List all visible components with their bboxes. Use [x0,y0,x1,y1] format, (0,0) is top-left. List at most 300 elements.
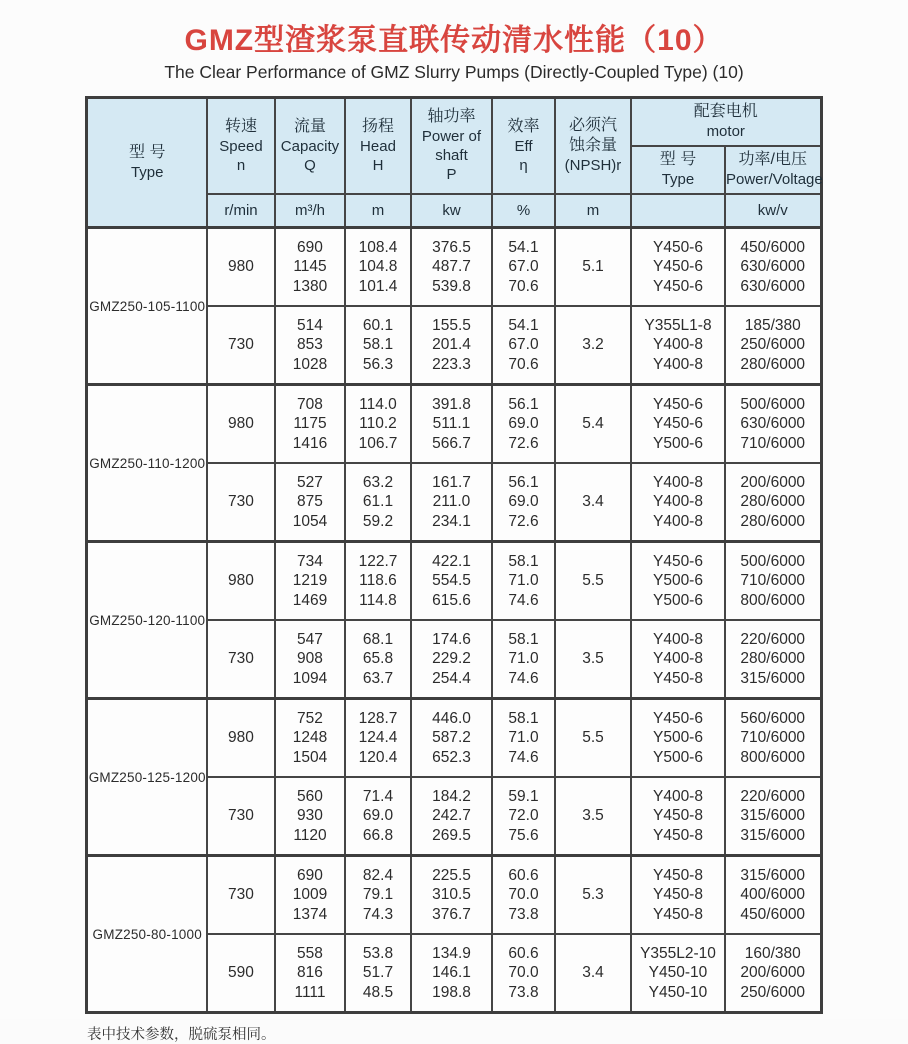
value-line: 315/6000 [740,866,806,884]
value-line: 280/6000 [740,650,806,668]
speed-cell [207,542,275,621]
value-line: 72.6 [508,434,539,452]
value-line: 68.1 [362,630,394,648]
value-line: 708 [297,395,323,413]
value-line: 73.8 [508,983,539,1001]
value-line: 185/380 [744,316,801,334]
power-voltage-cell [725,620,821,699]
value-line: Y450-8 [652,826,703,844]
header-label-symbol: P [446,166,457,184]
value-line: Y450-6 [652,258,703,276]
capacity-cell [275,934,345,1013]
col-header-speed [207,98,275,194]
speed-cell [207,934,275,1013]
value-line: 875 [297,493,323,511]
value-line: 1219 [292,572,328,590]
motor-type-cell [631,385,725,464]
value-line: Y450-6 [652,238,703,256]
motor-type-cell [631,777,725,856]
value-line: 730 [228,886,254,904]
value-line: 280/6000 [740,493,806,511]
value-line: 225.5 [432,866,471,884]
value-line: 511.1 [432,415,471,433]
npsh-cell [555,934,631,1013]
value-line: Y400-8 [652,512,703,530]
value-line: 60.6 [508,944,539,962]
value-line: 254.4 [432,669,471,687]
value-line: 5.3 [582,886,604,904]
capacity-cell [275,777,345,856]
value-line: 63.2 [362,473,394,491]
power-voltage-cell [725,385,821,464]
value-line: 630/6000 [740,258,806,276]
value-line: Y450-8 [652,669,703,687]
value-line: 79.1 [362,886,394,904]
value-line: 269.5 [432,826,471,844]
value-line: Y500-6 [652,572,703,590]
value-line: 730 [228,807,254,825]
value-line: Y400-8 [652,630,703,648]
eff-cell [492,777,555,856]
unit-head: m [345,194,411,228]
header-label-en: Capacity [280,137,340,155]
value-line: 560 [297,787,323,805]
value-line: 200/6000 [740,964,806,982]
value-line: 70.6 [508,277,539,295]
value-line: 1028 [292,355,328,373]
value-line: 184.2 [432,787,471,805]
value-line: 3.2 [582,336,604,354]
value-line: Y500-6 [652,748,703,766]
head-cell [345,228,411,307]
shaft-power-cell [411,228,492,307]
value-line: 74.6 [508,669,539,687]
head-cell [345,542,411,621]
col-header-motor-power [725,146,821,194]
value-line: Y400-8 [652,355,703,373]
shaft-power-cell [411,620,492,699]
value-line: 60.1 [362,316,394,334]
pump-model: GMZ250-80-1000 [87,856,207,1013]
col-header-motor-type [631,146,725,194]
value-line: 71.0 [508,650,539,668]
pump-model: GMZ250-105-1100 [87,228,207,385]
value-line: 1120 [293,826,327,844]
npsh-cell [555,306,631,385]
value-line: 5.5 [582,572,604,590]
value-line: 690 [297,866,323,884]
table-body [87,228,821,1013]
value-line: Y500-6 [652,729,703,747]
value-line: 53.8 [362,944,394,962]
motor-type-cell [631,463,725,542]
capacity-cell [275,228,345,307]
speed-cell [207,463,275,542]
table-header [87,98,821,228]
value-line: 710/6000 [740,729,806,747]
value-line: 69.0 [508,415,539,433]
value-line: 422.1 [432,552,471,570]
capacity-cell [275,856,345,935]
unit-capacity: m³/h [275,194,345,228]
header-label-en: Type [130,164,164,181]
data-row [87,385,821,464]
power-voltage-cell [725,934,821,1013]
value-line: 500/6000 [740,395,806,413]
npsh-cell [555,542,631,621]
value-line: 69.0 [362,807,394,825]
value-line: 58.1 [508,709,539,727]
value-line: 211.0 [432,493,471,511]
eff-cell [492,699,555,778]
head-cell [345,463,411,542]
value-line: 980 [228,258,254,276]
value-line: Y450-8 [652,886,703,904]
eff-cell [492,856,555,935]
power-voltage-cell [725,856,821,935]
value-line: 315/6000 [740,826,806,844]
speed-cell [207,777,275,856]
value-line: 51.7 [362,964,394,982]
value-line: 73.8 [508,905,539,923]
value-line: 1111 [294,983,326,1001]
value-line: 58.1 [508,552,539,570]
value-line: 54.1 [508,238,539,256]
header-label-en: Head [360,137,396,155]
value-line: 71.4 [362,787,394,805]
col-header-capacity [275,98,345,194]
speed-cell [207,228,275,307]
value-line: 800/6000 [740,591,806,609]
col-header-head [345,98,411,194]
value-line: 242.7 [432,807,471,825]
header-label-zh: 型 号 [129,144,166,161]
value-line: 161.7 [432,473,471,491]
shaft-power-cell [411,542,492,621]
eff-cell [492,385,555,464]
value-line: 3.4 [582,493,604,511]
value-line: 134.9 [432,944,471,962]
head-cell [345,306,411,385]
col-header-eff [492,98,555,194]
eff-cell [492,306,555,385]
header-label-en: Type [661,171,695,188]
speed-cell [207,385,275,464]
pump-model: GMZ250-125-1200 [87,699,207,856]
value-line: 198.8 [432,983,471,1001]
value-line: 82.4 [362,866,394,884]
pump-model: GMZ250-120-1100 [87,542,207,699]
header-label-symbol: n [236,156,246,174]
value-line: 980 [228,729,254,747]
value-line: 250/6000 [740,983,806,1001]
value-line: 70.0 [508,886,539,904]
value-line: 114.8 [359,591,397,609]
header-label-zh: 转速 [224,117,257,135]
value-line: 310.5 [432,886,471,904]
power-voltage-cell [725,306,821,385]
value-line: 3.5 [582,650,604,668]
motor-type-cell [631,228,725,307]
value-line: 74.6 [508,748,539,766]
eff-cell [492,934,555,1013]
value-line: 48.5 [362,983,394,1001]
motor-type-cell [631,306,725,385]
value-line: Y450-6 [652,709,703,727]
motor-type-cell [631,620,725,699]
header-label-zh2: 蚀余量 [568,137,617,155]
value-line: 155.5 [432,316,471,334]
value-line: Y450-6 [652,277,703,295]
value-line: 566.7 [432,434,471,452]
value-line: 220/6000 [740,630,806,648]
value-line: 1504 [292,748,328,766]
value-line: 174.6 [432,630,471,648]
value-line: Y400-8 [652,493,703,511]
motor-type-cell [631,542,725,621]
value-line: 74.3 [362,905,394,923]
npsh-cell [555,777,631,856]
header-label-zh: 轴功率 [427,108,476,126]
value-line: 730 [228,336,254,354]
value-line: 527 [297,473,323,491]
shaft-power-cell [411,463,492,542]
value-line: 587.2 [432,729,471,747]
value-line: 65.8 [362,650,394,668]
value-line: 69.0 [508,493,539,511]
header-label-zh: 必须汽 [568,117,617,135]
value-line: 122.7 [358,552,398,570]
data-row [87,856,821,935]
value-line: 315/6000 [740,807,806,825]
value-line: 1374 [292,905,328,923]
value-line: 690 [297,238,323,256]
shaft-power-cell [411,385,492,464]
value-line: 58.1 [508,630,539,648]
eff-cell [492,228,555,307]
value-line: 114.0 [359,395,397,413]
value-line: 908 [297,650,323,668]
value-line: Y500-6 [652,591,703,609]
unit-shaft-power: kw [411,194,492,228]
unit-eff: % [492,194,555,228]
value-line: Y500-6 [652,434,703,452]
value-line: 120.4 [358,748,398,766]
page-title: GMZ型渣浆泵直联传动清水性能（10） [184,24,724,57]
value-line: 108.4 [358,238,398,256]
npsh-cell [555,385,631,464]
value-line: 160/380 [744,944,801,962]
motor-type-cell [631,934,725,1013]
value-line: 980 [228,572,254,590]
speed-cell [207,620,275,699]
power-voltage-cell [725,777,821,856]
value-line: Y450-8 [652,807,703,825]
header-label-en: motor [706,123,745,141]
value-line: 5.4 [582,415,604,433]
value-line: Y450-8 [652,905,703,923]
value-line: Y450-10 [648,964,708,982]
unit-speed: r/min [207,194,275,228]
value-line: 734 [297,552,323,570]
unit-npsh: m [555,194,631,228]
value-line: 376.7 [432,905,471,923]
power-voltage-cell [725,542,821,621]
value-line: Y450-10 [648,983,708,1001]
value-line: 450/6000 [740,905,806,923]
header-label-en: Eff [514,137,533,155]
page-subtitle: The Clear Performance of GMZ Slurry Pumps (Directly-Coupled Type) (10) [164,62,744,82]
value-line: 110.2 [359,415,397,433]
data-row [87,228,821,307]
head-cell [345,934,411,1013]
value-line: 201.4 [432,336,471,354]
value-line: 547 [297,630,323,648]
motor-type-cell [631,699,725,778]
value-line: 5.5 [582,729,604,747]
value-line: 630/6000 [740,277,806,295]
header-label-symbol: H [372,156,384,174]
value-line: 930 [297,807,323,825]
value-line: 128.7 [358,709,398,727]
value-line: 980 [228,415,254,433]
value-line: 514 [297,316,323,334]
capacity-cell [275,463,345,542]
value-line: 118.6 [359,572,397,590]
header-label-zh: 扬程 [361,117,394,135]
value-line: 554.5 [432,572,471,590]
value-line: Y355L1-8 [644,316,712,334]
value-line: 60.6 [508,866,539,884]
value-line: 56.3 [362,355,394,373]
value-line: 71.0 [508,729,539,747]
value-line: 590 [228,964,254,982]
value-line: 1054 [292,512,328,530]
value-line: 730 [228,493,254,511]
value-line: 101.4 [358,277,398,295]
value-line: 391.8 [432,395,471,413]
unit-motor-power: kw/v [725,194,821,228]
col-header-motor-group [631,98,821,146]
value-line: 106.7 [358,434,398,452]
value-line: 315/6000 [740,669,806,687]
header-label-en: Power of [421,128,482,146]
value-line: 752 [297,709,323,727]
value-line: 74.6 [508,591,539,609]
shaft-power-cell [411,777,492,856]
value-line: 400/6000 [740,886,806,904]
value-line: 72.0 [508,807,539,825]
eff-cell [492,463,555,542]
value-line: 70.6 [508,355,539,373]
value-line: 70.0 [508,964,539,982]
value-line: 1380 [292,277,328,295]
value-line: 59.1 [508,787,539,805]
value-line: 5.1 [582,258,604,276]
header-label-symbol: (NPSH)r [564,157,622,175]
value-line: 58.1 [362,336,394,354]
value-line: 250/6000 [740,336,806,354]
header-label-zh: 型 号 [659,151,697,168]
value-line: 75.6 [508,826,539,844]
npsh-cell [555,856,631,935]
value-line: 816 [297,964,323,982]
value-line: 1145 [293,258,327,276]
value-line: Y450-8 [652,866,703,884]
value-line: 234.1 [432,512,471,530]
value-line: 710/6000 [740,434,806,452]
eff-cell [492,542,555,621]
speed-cell [207,856,275,935]
shaft-power-cell [411,699,492,778]
value-line: 61.1 [362,493,394,511]
capacity-cell [275,306,345,385]
value-line: Y355L2-10 [640,944,716,962]
npsh-cell [555,463,631,542]
eff-cell [492,620,555,699]
data-row [87,542,821,621]
col-header-shaft-power [411,98,492,194]
speed-cell [207,699,275,778]
header-label-zh: 效率 [507,117,540,135]
value-line: 66.8 [362,826,394,844]
value-line: 1469 [292,591,328,609]
value-line: 200/6000 [740,473,806,491]
performance-table [85,96,822,1014]
header-label-symbol: η [519,156,528,174]
value-line: 63.7 [362,669,394,687]
value-line: 539.8 [432,277,471,295]
value-line: Y400-8 [652,650,703,668]
data-row [87,699,821,778]
head-cell [345,856,411,935]
value-line: 1009 [292,886,328,904]
npsh-cell [555,620,631,699]
capacity-cell [275,385,345,464]
value-line: 800/6000 [740,748,806,766]
value-line: 229.2 [432,650,471,668]
value-line: 710/6000 [740,572,806,590]
col-header-type [87,98,207,228]
motor-type-cell [631,856,725,935]
power-voltage-cell [725,463,821,542]
header-label-en2: shaft [435,147,468,165]
value-line: Y450-6 [652,395,703,413]
value-line: 376.5 [432,238,471,256]
value-line: 280/6000 [740,512,806,530]
head-cell [345,385,411,464]
npsh-cell [555,699,631,778]
header-label-zh: 功率/电压 [738,151,807,168]
power-voltage-cell [725,699,821,778]
value-line: 560/6000 [740,709,806,727]
value-line: Y400-8 [652,473,703,491]
value-line: 280/6000 [740,355,806,373]
value-line: 67.0 [508,336,539,354]
value-line: 220/6000 [740,787,806,805]
value-line: 615.6 [432,591,471,609]
header-label-zh: 流量 [293,117,326,135]
value-line: 59.2 [362,512,394,530]
value-line: 730 [228,650,254,668]
header-label-zh: 配套电机 [693,103,758,121]
value-line: Y400-8 [652,336,703,354]
capacity-cell [275,542,345,621]
header-label-symbol: Q [304,156,316,174]
value-line: 558 [297,944,323,962]
value-line: 72.6 [508,512,539,530]
pump-model: GMZ250-110-1200 [87,385,207,542]
